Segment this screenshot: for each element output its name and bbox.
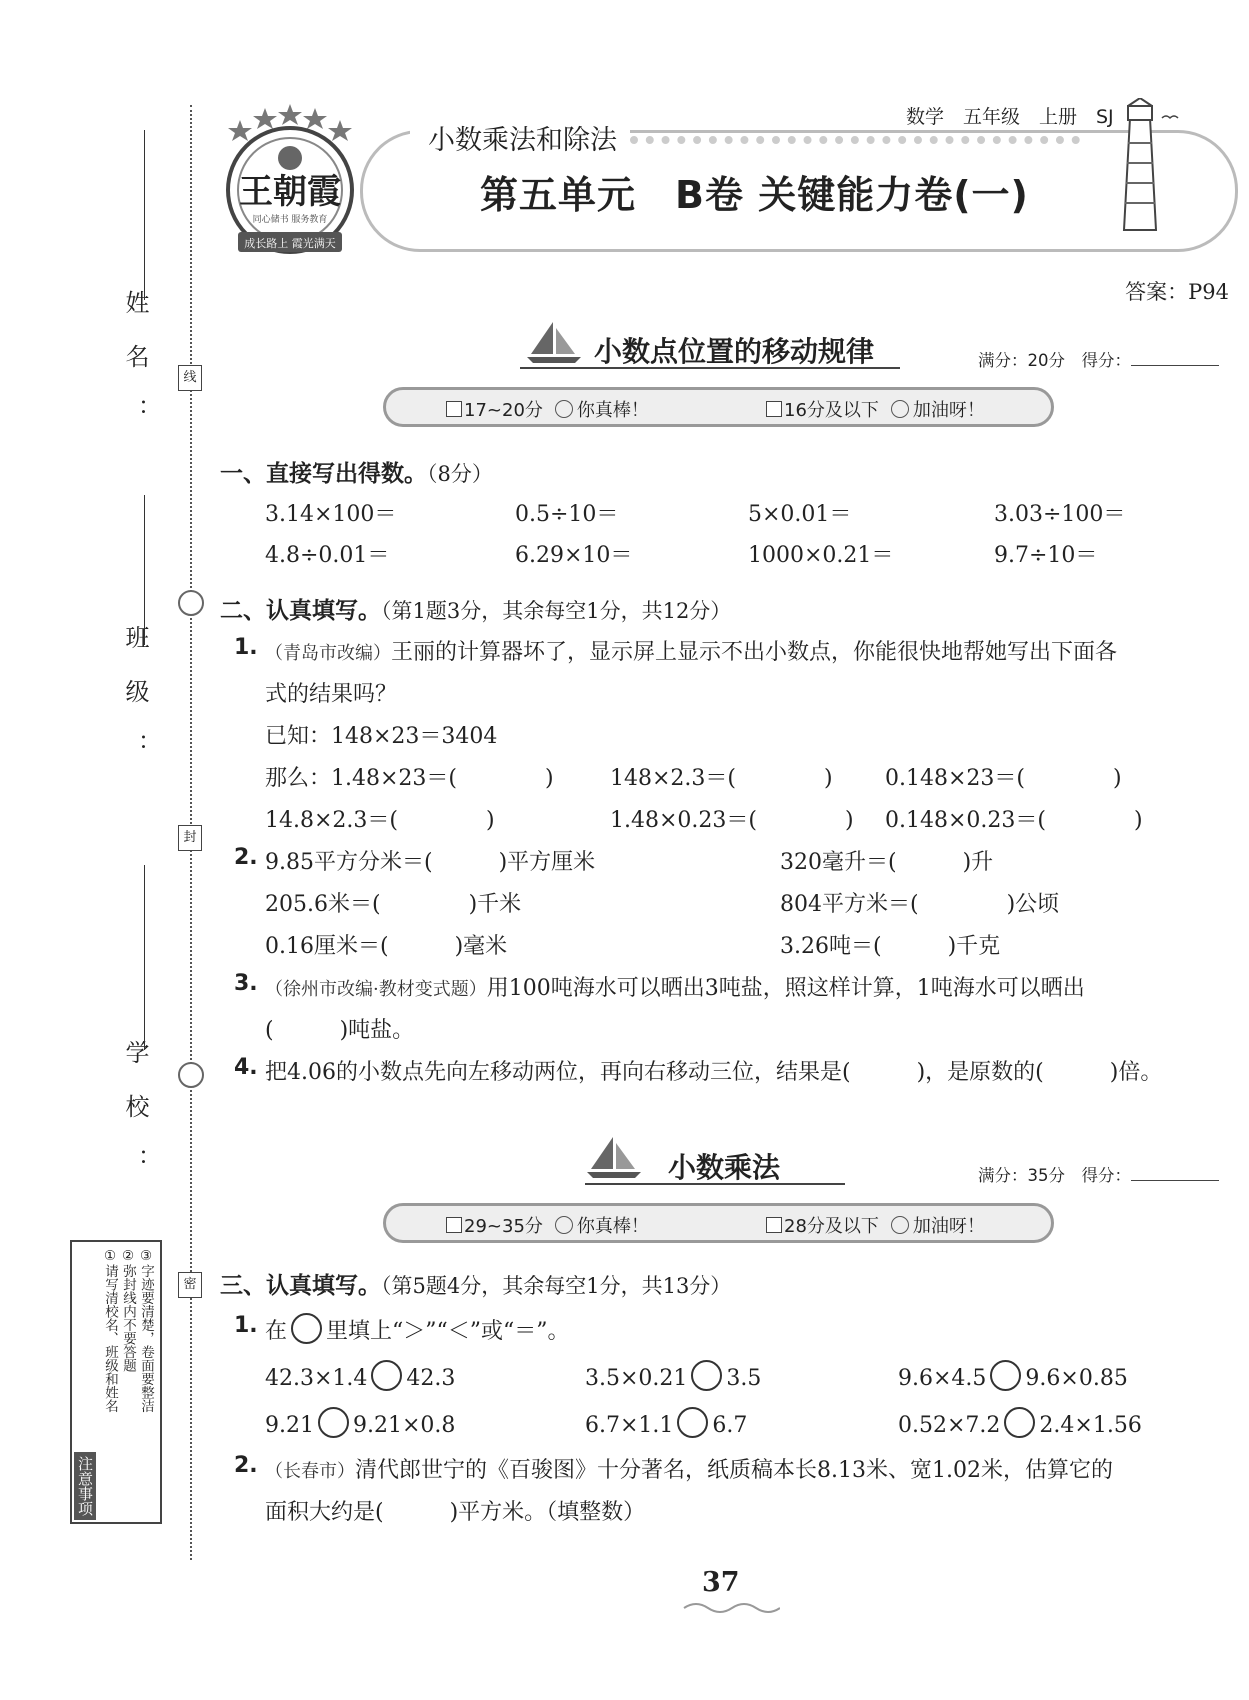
snail-icon (178, 1062, 204, 1088)
question-text: 已知：148×23＝3404 (265, 724, 498, 749)
fill-blank[interactable]: 14.8×2.3＝( ) (265, 808, 495, 833)
compare-circle[interactable] (371, 1360, 402, 1391)
calc-item: 3.14×100＝ (265, 502, 397, 527)
question-heading-2: 二、认真填写。（第1题3分，其余每空1分，共12分） (220, 598, 732, 624)
school-field[interactable] (144, 865, 145, 1050)
snail-icon (178, 590, 204, 616)
fill-blank[interactable]: 0.148×23＝( ) (885, 766, 1122, 791)
fill-blank[interactable]: 804平方米＝( )公顷 (780, 892, 1060, 917)
self-assessment-bar: 29~35分 你真棒！ 28分及以下 加油呀！ (383, 1203, 1054, 1243)
fill-blank[interactable]: 面积大约是( )平方米。（填整数） (265, 1500, 646, 1525)
brand-tagline: 同心储书 服务教育 (252, 215, 328, 225)
school-label: 学校： (121, 1040, 149, 1202)
compare-circle[interactable] (318, 1407, 349, 1438)
compare-item: 42.3×1.4 42.3 (265, 1360, 455, 1391)
calc-item: 6.29×10＝ (515, 543, 633, 568)
compare-item: 6.7×1.1 6.7 (585, 1407, 747, 1438)
compare-item: 9.6×4.5 9.6×0.85 (898, 1360, 1128, 1391)
grade-info: 数学 五年级 上册 SJ (906, 106, 1114, 128)
checkbox[interactable] (766, 1217, 782, 1233)
class-field[interactable] (144, 495, 145, 645)
cheer-face-icon (891, 1216, 909, 1234)
calc-item: 5×0.01＝ (748, 502, 852, 527)
calc-item: 9.7÷10＝ (994, 543, 1098, 568)
score-line: 满分：35分 得分： (978, 1162, 1219, 1186)
sailboat-icon (585, 1135, 645, 1180)
notice-box (70, 1240, 162, 1524)
seal-mark-line: 线 (178, 365, 202, 391)
notice-heading: 注意事项 (74, 1452, 96, 1520)
question-text: （青岛市改编）王丽的计算器坏了，显示屏上显示不出小数点，你能很快地帮她写出下面各 (265, 640, 1118, 665)
section-title: 小数乘法 (668, 1151, 781, 1184)
checkbox[interactable] (446, 1217, 462, 1233)
seal-mark-dense: 密 (178, 1272, 202, 1298)
smile-face-icon (555, 1216, 573, 1234)
notice-item-2: ②弥封线内不要答题 (120, 1248, 136, 1372)
calc-item: 4.8÷0.01＝ (265, 543, 390, 568)
score-line: 满分：20分 得分： (978, 347, 1219, 371)
fill-blank[interactable]: 0.148×0.23＝( ) (885, 808, 1143, 833)
wave-ornament (680, 1600, 780, 1616)
question-text: （长春市）清代郎世宁的《百骏图》十分著名，纸质稿本长8.13米、宽1.02米，估算它的 (265, 1458, 1113, 1483)
sailboat-icon (525, 320, 585, 365)
unit-topic: 小数乘法和除法 (428, 125, 617, 156)
seal-mark-seal: 封 (178, 825, 202, 851)
smile-face-icon (555, 400, 573, 418)
compare-circle[interactable] (691, 1360, 722, 1391)
page-title: 第五单元 B卷 关键能力卷(一) (480, 173, 1029, 217)
brand-name: 王朝霞 (239, 172, 341, 212)
fill-blank[interactable]: 9.85平方分米＝( )平方厘米 (265, 850, 596, 875)
score-field[interactable] (1131, 1180, 1219, 1181)
question-text: 在 里填上“＞”“＜”或“＝”。 (265, 1313, 570, 1345)
section-title: 小数点位置的移动规律 (594, 335, 875, 368)
calc-item: 3.03÷100＝ (994, 502, 1126, 527)
question-heading-3: 三、认真填写。（第5题4分，其余每空1分，共13分） (220, 1273, 732, 1299)
fill-blank[interactable]: ( )吨盐。 (265, 1018, 415, 1043)
fill-blank[interactable]: 把4.06的小数点先向左移动两位，再向右移动三位，结果是( )，是原数的( )倍。 (265, 1060, 1163, 1085)
score-field[interactable] (1131, 365, 1219, 366)
compare-circle[interactable] (990, 1360, 1021, 1391)
compare-circle[interactable] (1004, 1407, 1035, 1438)
fill-blank[interactable]: 3.26吨＝( )千克 (780, 934, 1001, 959)
fill-blank[interactable]: 1.48×0.23＝( ) (610, 808, 854, 833)
cheer-face-icon (891, 400, 909, 418)
brand-logo (210, 100, 370, 260)
compare-item: 3.5×0.21 3.5 (585, 1360, 761, 1391)
notice-item-1: ①请写清校名、班级和姓名 (102, 1248, 118, 1413)
fill-blank[interactable]: 那么：1.48×23＝( ) (265, 766, 554, 791)
checkbox[interactable] (446, 401, 462, 417)
compare-circle[interactable] (677, 1407, 708, 1438)
name-field[interactable] (144, 130, 145, 300)
brand-slogan: 成长路上 霞光满天 (244, 237, 336, 250)
fill-blank[interactable]: 0.16厘米＝( )毫米 (265, 934, 508, 959)
answer-reference: 答案：P94 (1125, 280, 1229, 304)
checkbox[interactable] (766, 401, 782, 417)
fill-blank[interactable]: 205.6米＝( )千米 (265, 892, 522, 917)
class-label: 班级： (121, 625, 149, 787)
compare-circle-icon (291, 1313, 322, 1344)
name-label: 姓名： (121, 290, 149, 452)
notice-item-3: ③字迹要清楚，卷面要整洁 (138, 1248, 154, 1413)
calc-item: 1000×0.21＝ (748, 543, 894, 568)
fill-blank[interactable]: 320毫升＝( )升 (780, 850, 994, 875)
page-number: 37 (702, 1567, 740, 1598)
question-text: 式的结果吗？ (265, 682, 398, 707)
self-assessment-bar: 17~20分 你真棒！ 16分及以下 加油呀！ (383, 387, 1054, 427)
compare-item: 9.21 9.21×0.8 (265, 1407, 455, 1438)
question-text: （徐州市改编·教材变式题）用100吨海水可以晒出3吨盐，照这样计算，1吨海水可以晒出 (265, 976, 1085, 1001)
lighthouse-icon (1100, 98, 1180, 238)
question-heading-1: 一、直接写出得数。（8分） (220, 461, 493, 487)
calc-item: 0.5÷10＝ (515, 502, 619, 527)
fill-blank[interactable]: 148×2.3＝( ) (610, 766, 833, 791)
compare-item: 0.52×7.2 2.4×1.56 (898, 1407, 1142, 1438)
